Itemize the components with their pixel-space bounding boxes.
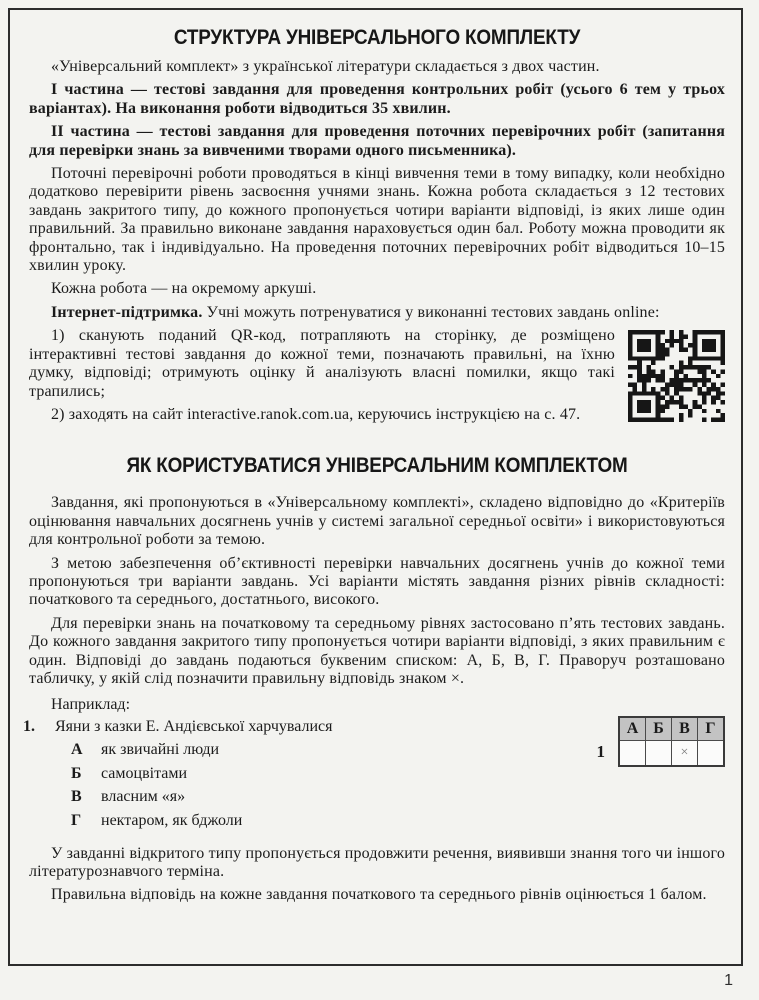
answer-grid	[597, 716, 726, 767]
question-text: Яяни з казки Е. Андієвської харчувалися	[55, 717, 333, 735]
section1-title: СТРУКТУРА УНІВЕРСАЛЬНОГО КОМПЛЕКТУ	[173, 26, 581, 49]
intro-paragraph-part2: ІІ частина — тестові завдання для проведення поточних перевірочних робіт (запитання для перевірки знань за вивченими творами одного письменника).	[29, 123, 725, 159]
answer-grid-header-cell: Б	[646, 717, 672, 741]
usage-paragraph-criteria: Завдання, які пропонуються в «Універсальному комплекті», складено відповідно до «Критеріїв оцінювання навчальних досягнень учнів у системі загальної середньої освіти» і використовуються для контрольної роботи за темою.	[29, 494, 725, 549]
answer-grid-header-cell: А	[619, 717, 646, 741]
option-letter: А	[71, 741, 83, 759]
usage-paragraph-scoring: Правильна відповідь на кожне завдання початкового та середнього рівнів оцінюється 1 балом.	[51, 886, 707, 904]
answer-grid-header-cell: В	[672, 717, 698, 741]
intro-paragraph-internet	[29, 304, 725, 322]
usage-paragraph-levels: Для перевірки знань на початковому та середньому рівнях застосовано п’ять тестових завдань. До кожного завдання закритого типу пропонується чотири варіанти відповіді, з яких правильним є один. Відповіді до завдань подаються буквеним списком: А, Б, В, Г. Праворуч розташовано табличку, у якій слід позначити правильну відповідь знаком ×.	[29, 614, 725, 687]
internet-support-rest: Учні можуть потренуватися у виконанні тестових завдань online:	[202, 303, 660, 321]
option-text: нектаром, як бджоли	[101, 811, 243, 829]
section2-title: ЯК КОРИСТУВАТИСЯ УНІВЕРСАЛЬНИМ КОМПЛЕКТОМ	[126, 454, 628, 478]
option-letter: В	[71, 788, 82, 806]
usage-paragraph-open-task: У завданні відкритого типу пропонується продовжити речення, виявивши знання того чи іншого літературознавчого терміна.	[29, 844, 725, 880]
option-letter: Б	[71, 764, 82, 782]
question-number: 1.	[23, 717, 35, 735]
intro-paragraph-current-tests: Поточні перевірочні роботи проводяться в кінці вивчення теми в тому випадку, коли необхідно додатково перевірити рівень засвоєння учнями знань. Кожна робота складається з 12 тестових завдань закритого типу, до кожного пропонується чотири варіанти відповіді, із яких лише один правильний. За правильно виконане завдання нараховується один бал. Роботу можна проводити як фронтально, так і індивідуально. На проведення поточних перевірочних робіт відводиться 10–15 хвилин уроку.	[29, 165, 725, 275]
option-row	[71, 809, 725, 833]
page-frame	[8, 8, 743, 966]
intro-paragraph-part1: І частина — тестові завдання для проведення контрольних робіт (усього 6 тем у трьох варіантах). На виконання роботи відводиться 35 хвилин.	[29, 81, 725, 117]
page-number: 1	[724, 972, 733, 989]
answer-grid-cell: ×	[672, 740, 698, 766]
intro-list-item-1: 1) сканують поданий QR-код, потрапляють на сторінку, де розміщено інтерактивні тестові завдання до кожної теми, позначають правильні, на їхню думку, відповіді; отримують оцінку й аналізують власні помилки, якщо такі трапились;	[29, 327, 615, 400]
option-text: власним «я»	[101, 788, 186, 806]
option-row	[71, 785, 725, 809]
answer-grid-table	[618, 716, 725, 767]
answer-grid-header-cell: Г	[698, 717, 725, 741]
intro-paragraph-separate-sheet: Кожна робота — на окремому аркуші.	[51, 280, 317, 298]
option-letter: Г	[71, 811, 82, 829]
answer-grid-row-label: 1	[596, 742, 605, 762]
answer-grid-cell	[698, 740, 725, 766]
option-text: самоцвітами	[101, 764, 188, 782]
example-label: Наприклад:	[51, 696, 131, 714]
answer-grid-cell	[646, 740, 672, 766]
option-text: як звичайні люди	[101, 741, 220, 759]
example-block	[23, 717, 725, 833]
intro-list-item-2: 2) заходять на сайт interactive.ranok.com.ua, керуючись інструкцією на с. 47.	[51, 405, 581, 423]
answer-grid-cell	[619, 740, 646, 766]
qr-code	[628, 330, 725, 422]
usage-paragraph-variants: З метою забезпечення об’єктивності перевірки навчальних досягнень учнів до кожної теми пропонуються три варіанти завдань. Усі варіанти містять завдання різних рівнів складності: початкового та середнього, достатнього, високого.	[29, 554, 725, 609]
intro-paragraph-1: «Універсальний комплект» з української літератури складається з двох частин.	[51, 58, 600, 75]
internet-support-lead: Інтернет-підтримка.	[51, 303, 203, 321]
